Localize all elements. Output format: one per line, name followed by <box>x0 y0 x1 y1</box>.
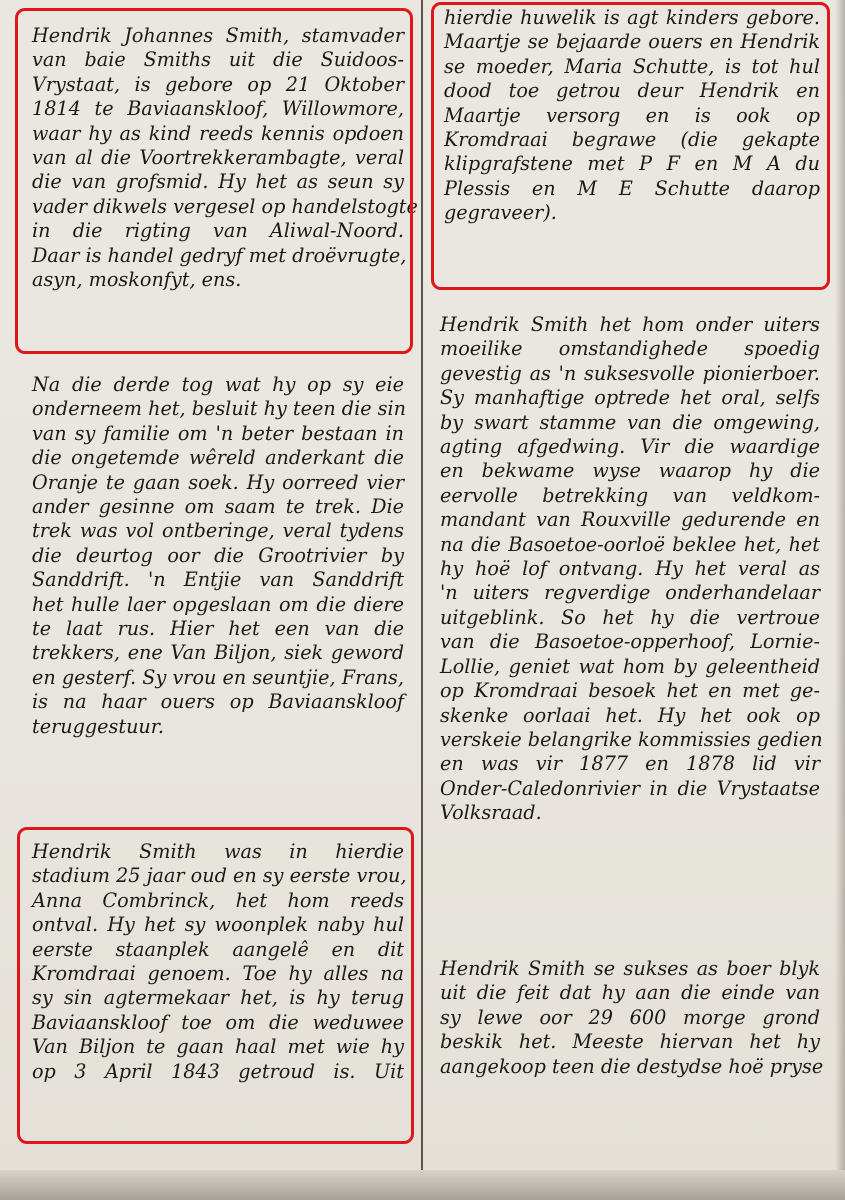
page-edge-bottom <box>0 1170 845 1200</box>
text-line: Baviaanskloof toe om die weduwee <box>32 1010 404 1034</box>
text-line: Volksraad. <box>440 801 542 825</box>
text-line: te laat rus. Hier het een van die <box>32 617 404 641</box>
text-line: Onder-Caledonrivier in die Vrystaatse <box>440 776 820 800</box>
text-line: en was vir 1877 en 1878 lid vir <box>440 752 820 776</box>
text-line: het hulle laer opgeslaan om die diere <box>32 592 404 616</box>
text-line: Hendrik Smith se sukses as boer blyk <box>440 957 820 980</box>
text-line: uit die feit dat hy aan die einde van <box>440 981 820 1005</box>
text-line: Maartje se bejaarde ouers en Hendrik <box>444 30 820 54</box>
text-line: by swart stamme van die omgewing, <box>440 410 820 434</box>
text-line: Hendrik Smith was in hierdie <box>32 840 404 863</box>
text-line: die van grofsmid. Hy het as seun sy <box>32 170 404 194</box>
text-line: vader dikwels vergesel op handelstogte <box>32 194 418 218</box>
text-line: sy sin agtermekaar het, is hy terug <box>32 986 404 1010</box>
text-line: stadium 25 jaar oud en sy eerste vrou, <box>32 864 407 888</box>
text-line: van al die Voortrekkerambagte, veral <box>32 146 404 170</box>
text-line: en gesterf. Sy vrou en seuntjie, Frans, <box>32 665 404 689</box>
text-line: Plessis en M E Schutte daarop <box>444 176 820 200</box>
text-line: die ongetemde wêreld anderkant die <box>32 446 404 470</box>
text-line: eerste staanplek aangelê en dit <box>32 937 404 961</box>
text-line: op 3 April 1843 getroud is. Uit <box>32 1059 404 1083</box>
page-shadow-right <box>835 0 845 1200</box>
text-line: 1814 te Baviaanskloof, Willowmore, <box>32 97 404 121</box>
text-line: trekkers, ene Van Biljon, siek geword <box>32 641 404 665</box>
text-line: in die rigting van Aliwal-Noord. <box>32 219 404 243</box>
text-line: beskik het. Meeste hiervan het hy <box>440 1030 820 1054</box>
text-line: Hendrik Smith het hom onder uiters <box>440 313 820 336</box>
text-line: skenke oorlaai het. Hy het ook op <box>440 703 820 727</box>
text-line: teruggestuur. <box>32 714 164 738</box>
text-line: asyn, moskonfyt, ens. <box>32 268 242 292</box>
text-line: sy lewe oor 29 600 morge grond <box>440 1005 820 1029</box>
text-line: Vrystaat, is gebore op 21 Oktober <box>32 72 404 96</box>
text-line: verskeie belangrike kommissies gedien <box>440 727 823 751</box>
left-paragraph-2 <box>32 373 407 739</box>
text-line: Lollie, geniet wat hom by geleentheid <box>440 654 820 678</box>
text-line: op Kromdraai besoek het en met ge- <box>440 679 820 703</box>
text-line: Anna Combrinck, het hom reeds <box>32 888 404 912</box>
text-line: Maartje versorg en is ook op <box>444 103 820 127</box>
text-line: klipgrafstene met P F en M A du <box>444 152 820 176</box>
text-line: van die Basoetoe-opperhoof, Lornie- <box>440 630 820 654</box>
text-line: na die Basoetoe-oorloë beklee het, het <box>440 532 820 556</box>
text-line: moeilike omstandighede spoedig <box>440 337 820 361</box>
text-line: van baie Smiths uit die Suidoos- <box>32 48 404 72</box>
text-line: die deurtog oor die Grootrivier by <box>32 543 404 567</box>
highlight-box-left-bottom <box>17 827 414 1144</box>
right-paragraph-2 <box>440 313 823 826</box>
text-line: dood toe getrou deur Hendrik en <box>444 79 820 103</box>
right-paragraph-3 <box>440 957 824 1079</box>
text-line: uitgeblink. So het hy die vertroue <box>440 605 820 629</box>
text-line: ontval. Hy het sy woonplek naby hul <box>32 913 404 937</box>
text-line: hy hoë lof ontvang. Hy het veral as <box>440 557 820 581</box>
text-line: onderneem het, besluit hy teen die sin <box>32 397 407 421</box>
text-line: gegraveer). <box>444 201 557 225</box>
text-line: Van Biljon te gaan haal met wie hy <box>32 1035 404 1059</box>
text-line: Hendrik Johannes Smith, stamvader <box>32 24 404 47</box>
text-line: Oranje te gaan soek. Hy oorreed vier <box>32 470 404 494</box>
text-line: 'n uiters regverdige onderhandelaar <box>440 581 820 605</box>
text-line: mandant van Rouxville gedurende en <box>440 508 820 532</box>
text-line: waar hy as kind reeds kennis opdoen <box>32 121 404 145</box>
text-line: aangekoop teen die destydse hoë pryse <box>440 1054 824 1078</box>
text-line: is na haar ouers op Baviaanskloof <box>32 690 404 714</box>
text-line: agting afgedwing. Vir die waardige <box>440 435 820 459</box>
text-line: se moeder, Maria Schutte, is tot hul <box>444 54 820 78</box>
text-line: van sy familie om 'n beter bestaan in <box>32 421 404 445</box>
text-line: Sy manhaftige optrede het oral, selfs <box>440 386 820 410</box>
text-line: en bekwame wyse waarop hy die <box>440 459 820 483</box>
text-line: Daar is handel gedryf met droëvrugte, <box>32 243 407 267</box>
highlight-box-left-top <box>15 8 418 354</box>
text-line: Na die derde tog wat hy op sy eie <box>32 373 404 396</box>
text-line: trek was vol ontberinge, veral tydens <box>32 519 404 543</box>
text-line: ander gesinne om saam te trek. Die <box>32 495 404 519</box>
text-line: Sanddrift. 'n Entjie van Sanddrift <box>32 568 404 592</box>
text-line: gevestig as 'n suksesvolle pionierboer. <box>440 361 820 385</box>
text-line: Kromdraai begrawe (die gekapte <box>444 128 820 152</box>
highlight-box-right-top <box>431 2 830 290</box>
column-divider <box>421 0 423 1185</box>
text-line: Kromdraai genoem. Toe hy alles na <box>32 962 404 986</box>
text-line: hierdie huwelik is agt kinders gebore. <box>444 6 820 29</box>
text-line: eervolle betrekking van veldkom- <box>440 483 820 507</box>
